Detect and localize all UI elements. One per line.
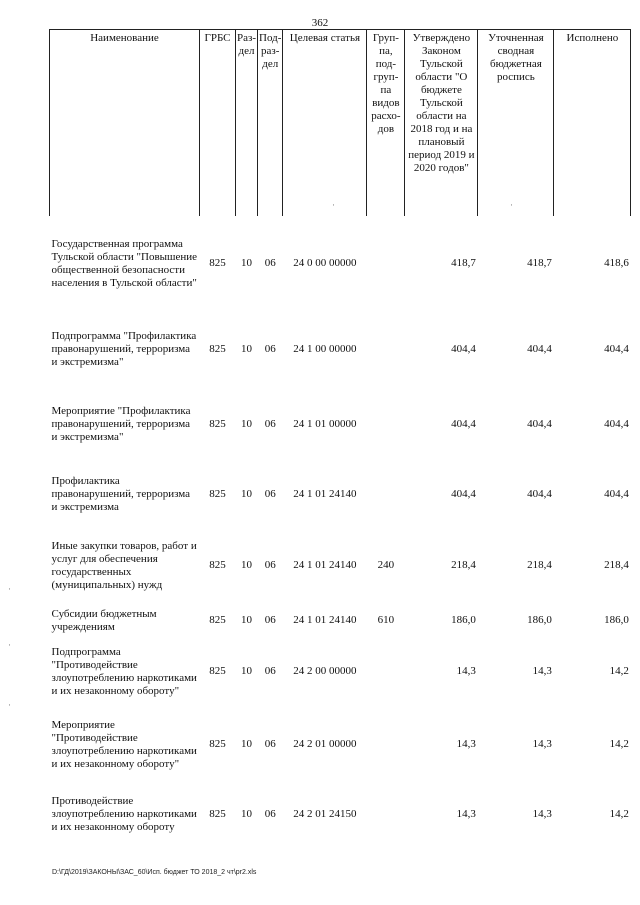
table-row xyxy=(50,638,631,706)
cell-approved: 14,3 xyxy=(456,738,476,750)
cell-podrazdel: 06 xyxy=(264,665,276,677)
table-row xyxy=(50,216,631,312)
header-executed: Исполнено xyxy=(554,30,631,216)
header-approved: Утверждено Законом Тульской области "О бюджете Тульской области на 2018 год и на плановый период 2019 и 2020 годов" xyxy=(405,30,478,216)
cell-razdel: 10 xyxy=(241,665,252,677)
cell-target: 24 1 01 24140 xyxy=(293,488,357,500)
cell-executed: 404,4 xyxy=(604,488,629,500)
scan-speck: · xyxy=(8,640,11,650)
cell-name: Мероприятие "Противодействие злоупотреблению наркотиками и их незаконному обороту" xyxy=(51,718,197,770)
table-row xyxy=(50,706,631,784)
page-number: 362 xyxy=(311,17,329,29)
cell-approved: 14,3 xyxy=(456,665,476,677)
cell-executed: 404,4 xyxy=(604,343,629,355)
header-grbs: ГРБС xyxy=(200,30,236,216)
cell-target: 24 0 00 00000 xyxy=(293,257,357,269)
scan-speck: · xyxy=(510,200,513,210)
cell-executed: 186,0 xyxy=(604,614,629,626)
cell-executed: 418,6 xyxy=(604,257,629,269)
cell-podrazdel: 06 xyxy=(264,343,276,355)
cell-name: Подпрограмма "Профилактика правонарушений, терроризма и экстремизма" xyxy=(51,330,197,368)
table-row xyxy=(50,604,631,638)
table-row xyxy=(50,462,631,528)
cell-refined: 14,3 xyxy=(532,738,552,750)
cell-grbs: 825 xyxy=(209,738,226,750)
cell-target: 24 2 01 24150 xyxy=(293,808,357,820)
cell-target: 24 2 01 00000 xyxy=(293,738,357,750)
cell-podrazdel: 06 xyxy=(264,488,276,500)
cell-group: 240 xyxy=(377,559,395,571)
cell-refined: 404,4 xyxy=(527,343,552,355)
header-podrazdel: Под-раз-дел xyxy=(258,30,283,216)
cell-podrazdel: 06 xyxy=(264,559,276,571)
table-row xyxy=(50,784,631,846)
cell-executed: 404,4 xyxy=(604,418,629,430)
cell-grbs: 825 xyxy=(209,488,226,500)
scan-speck: · xyxy=(332,200,335,210)
cell-grbs: 825 xyxy=(209,343,226,355)
header-refined: Уточненная сводная бюджетная роспись xyxy=(478,30,554,216)
cell-approved: 404,4 xyxy=(451,343,476,355)
cell-group xyxy=(367,388,405,462)
cell-target: 24 1 00 00000 xyxy=(293,343,357,355)
cell-grbs: 825 xyxy=(209,257,226,269)
table-body xyxy=(50,216,631,846)
cell-razdel: 10 xyxy=(241,418,252,430)
cell-grbs: 825 xyxy=(209,614,226,626)
cell-razdel: 10 xyxy=(241,343,252,355)
table-row xyxy=(50,528,631,604)
cell-approved: 14,3 xyxy=(456,808,476,820)
cell-group xyxy=(367,216,405,312)
cell-refined: 404,4 xyxy=(527,418,552,430)
cell-razdel: 10 xyxy=(241,808,252,820)
header-name: Наименование xyxy=(50,30,200,216)
cell-refined: 218,4 xyxy=(527,559,552,571)
cell-podrazdel: 06 xyxy=(264,738,276,750)
cell-name: Мероприятие "Профилактика правонарушений, терроризма и экстремизма" xyxy=(51,405,191,443)
cell-approved: 404,4 xyxy=(451,488,476,500)
cell-executed: 14,2 xyxy=(609,665,629,677)
cell-podrazdel: 06 xyxy=(264,418,276,430)
scan-speck: · xyxy=(8,584,11,594)
header-target: Целевая статья xyxy=(283,30,367,216)
cell-name: Противодействие злоупотреблению наркотиками и их незаконному обороту xyxy=(51,795,197,833)
cell-name: Иные закупки товаров, работ и услуг для обеспечения государственных (муниципальных) нужд xyxy=(51,539,197,591)
cell-grbs: 825 xyxy=(209,559,226,571)
table-row xyxy=(50,388,631,462)
footer-file-path: D:\ГД\2019\ЗАКОНЫ\ЗАС_60\Исп. бюджет ТО 2018_2 чт\pr2.xls xyxy=(52,869,257,876)
cell-podrazdel: 06 xyxy=(264,808,276,820)
cell-executed: 14,2 xyxy=(609,808,629,820)
cell-name: Субсидии бюджетным учреждениям xyxy=(51,607,157,633)
scan-speck: · xyxy=(8,700,11,710)
cell-grbs: 825 xyxy=(209,808,226,820)
cell-group xyxy=(367,462,405,528)
cell-approved: 404,4 xyxy=(451,418,476,430)
cell-grbs: 825 xyxy=(209,665,226,677)
cell-executed: 14,2 xyxy=(609,738,629,750)
cell-razdel: 10 xyxy=(241,488,252,500)
cell-approved: 218,4 xyxy=(451,559,476,571)
header-razdel: Раз-дел xyxy=(236,30,258,216)
budget-table xyxy=(49,29,631,846)
cell-approved: 186,0 xyxy=(451,614,476,626)
header-group: Груп-па, под-груп-па видов расхо-дов xyxy=(367,30,405,216)
cell-refined: 14,3 xyxy=(532,808,552,820)
cell-podrazdel: 06 xyxy=(264,257,276,269)
cell-target: 24 1 01 24140 xyxy=(293,614,357,626)
cell-target: 24 1 01 00000 xyxy=(293,418,357,430)
cell-razdel: 10 xyxy=(241,257,252,269)
header-row xyxy=(50,30,631,216)
cell-group xyxy=(367,706,405,784)
cell-group xyxy=(367,638,405,706)
cell-refined: 186,0 xyxy=(527,614,552,626)
cell-refined: 14,3 xyxy=(532,665,552,677)
cell-name: Государственная программа Тульской области "Повышение общественной безопасности населения в Тульской области" xyxy=(51,237,198,289)
cell-target: 24 1 01 24140 xyxy=(293,559,357,571)
cell-refined: 404,4 xyxy=(527,488,552,500)
cell-approved: 418,7 xyxy=(451,257,476,269)
table-row xyxy=(50,312,631,388)
cell-grbs: 825 xyxy=(209,418,226,430)
cell-podrazdel: 06 xyxy=(264,614,276,626)
cell-razdel: 10 xyxy=(241,738,252,750)
cell-target: 24 2 00 00000 xyxy=(293,665,357,677)
cell-name: Профилактика правонарушений, терроризма и экстремизма xyxy=(51,475,191,513)
cell-group xyxy=(367,784,405,846)
cell-refined: 418,7 xyxy=(527,257,552,269)
cell-executed: 218,4 xyxy=(604,559,629,571)
cell-group: 610 xyxy=(377,614,395,626)
cell-razdel: 10 xyxy=(241,614,252,626)
cell-razdel: 10 xyxy=(241,559,252,571)
cell-group xyxy=(367,312,405,388)
cell-name: Подпрограмма "Противодействие злоупотреблению наркотиками и их незаконному обороту" xyxy=(51,645,197,697)
